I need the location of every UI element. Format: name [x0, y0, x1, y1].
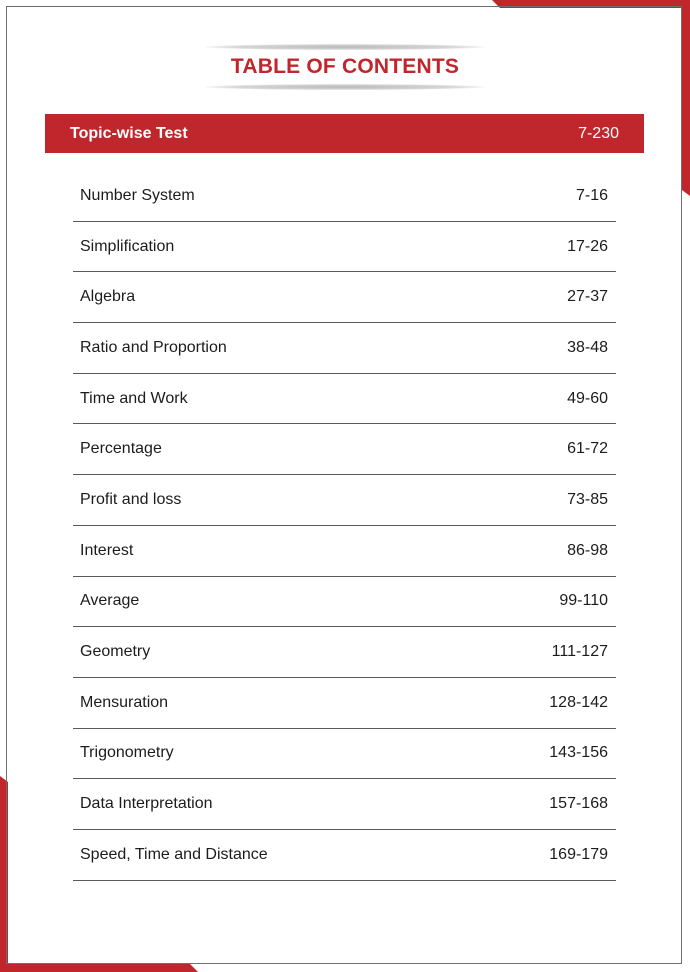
toc-entry-topic: Mensuration: [80, 693, 169, 711]
toc-entry-pages: 49-60: [567, 389, 608, 407]
toc-entry[interactable]: [73, 779, 616, 830]
toc-entry-topic: Average: [80, 592, 140, 610]
toc-entry-pages: 27-37: [567, 288, 608, 306]
toc-entry[interactable]: [73, 374, 616, 425]
section-page-range: 7-230: [578, 124, 619, 142]
toc-entry[interactable]: [73, 627, 616, 678]
toc-entry-pages: 143-156: [549, 744, 608, 762]
toc-entry-topic: Number System: [80, 186, 195, 204]
toc-entry-topic: Profit and loss: [80, 490, 182, 508]
toc-entry-topic: Interest: [80, 541, 134, 559]
page-title: TABLE OF CONTENTS: [230, 55, 460, 78]
section-title: Topic-wise Test: [70, 124, 188, 142]
toc-entry[interactable]: [73, 222, 616, 273]
page-title-block: [205, 44, 485, 90]
toc-entry[interactable]: [73, 830, 616, 881]
toc-entry[interactable]: [73, 171, 616, 222]
title-swoosh-bottom: [205, 84, 485, 90]
toc-entry[interactable]: [73, 678, 616, 729]
toc-entry-pages: 111-127: [551, 643, 608, 661]
toc-entry-topic: Time and Work: [80, 389, 188, 407]
toc-entry[interactable]: [73, 526, 616, 577]
toc-entry[interactable]: [73, 729, 616, 780]
toc-entry-pages: 7-16: [575, 186, 608, 204]
toc-entry-topic: Algebra: [80, 288, 136, 306]
toc-entry-pages: 157-168: [549, 795, 608, 813]
toc-entry[interactable]: [73, 323, 616, 374]
toc-entry-pages: 169-179: [549, 845, 608, 863]
toc-entry-topic: Simplification: [80, 237, 175, 255]
toc-entry[interactable]: [73, 272, 616, 323]
section-header[interactable]: [45, 114, 644, 153]
toc-entry-topic: Speed, Time and Distance: [80, 845, 268, 863]
toc-entry-pages: 73-85: [567, 490, 608, 508]
toc-entry-pages: 128-142: [549, 693, 608, 711]
toc-entry-topic: Percentage: [80, 440, 162, 458]
toc-entry-pages: 61-72: [567, 440, 608, 458]
toc-entry-pages: 17-26: [567, 237, 608, 255]
toc-entry[interactable]: [73, 577, 616, 628]
toc-entry-topic: Trigonometry: [80, 744, 174, 762]
toc-entry-topic: Ratio and Proportion: [80, 338, 227, 356]
toc-list: [73, 171, 616, 881]
toc-entry-topic: Data Interpretation: [80, 795, 213, 813]
toc-entry-topic: Geometry: [80, 643, 151, 661]
toc-entry-pages: 99-110: [559, 592, 608, 610]
toc-entry[interactable]: [73, 475, 616, 526]
title-swoosh-top: [205, 44, 485, 50]
toc-entry-pages: 38-48: [567, 338, 608, 356]
toc-entry[interactable]: [73, 424, 616, 475]
toc-entry-pages: 86-98: [567, 541, 608, 559]
